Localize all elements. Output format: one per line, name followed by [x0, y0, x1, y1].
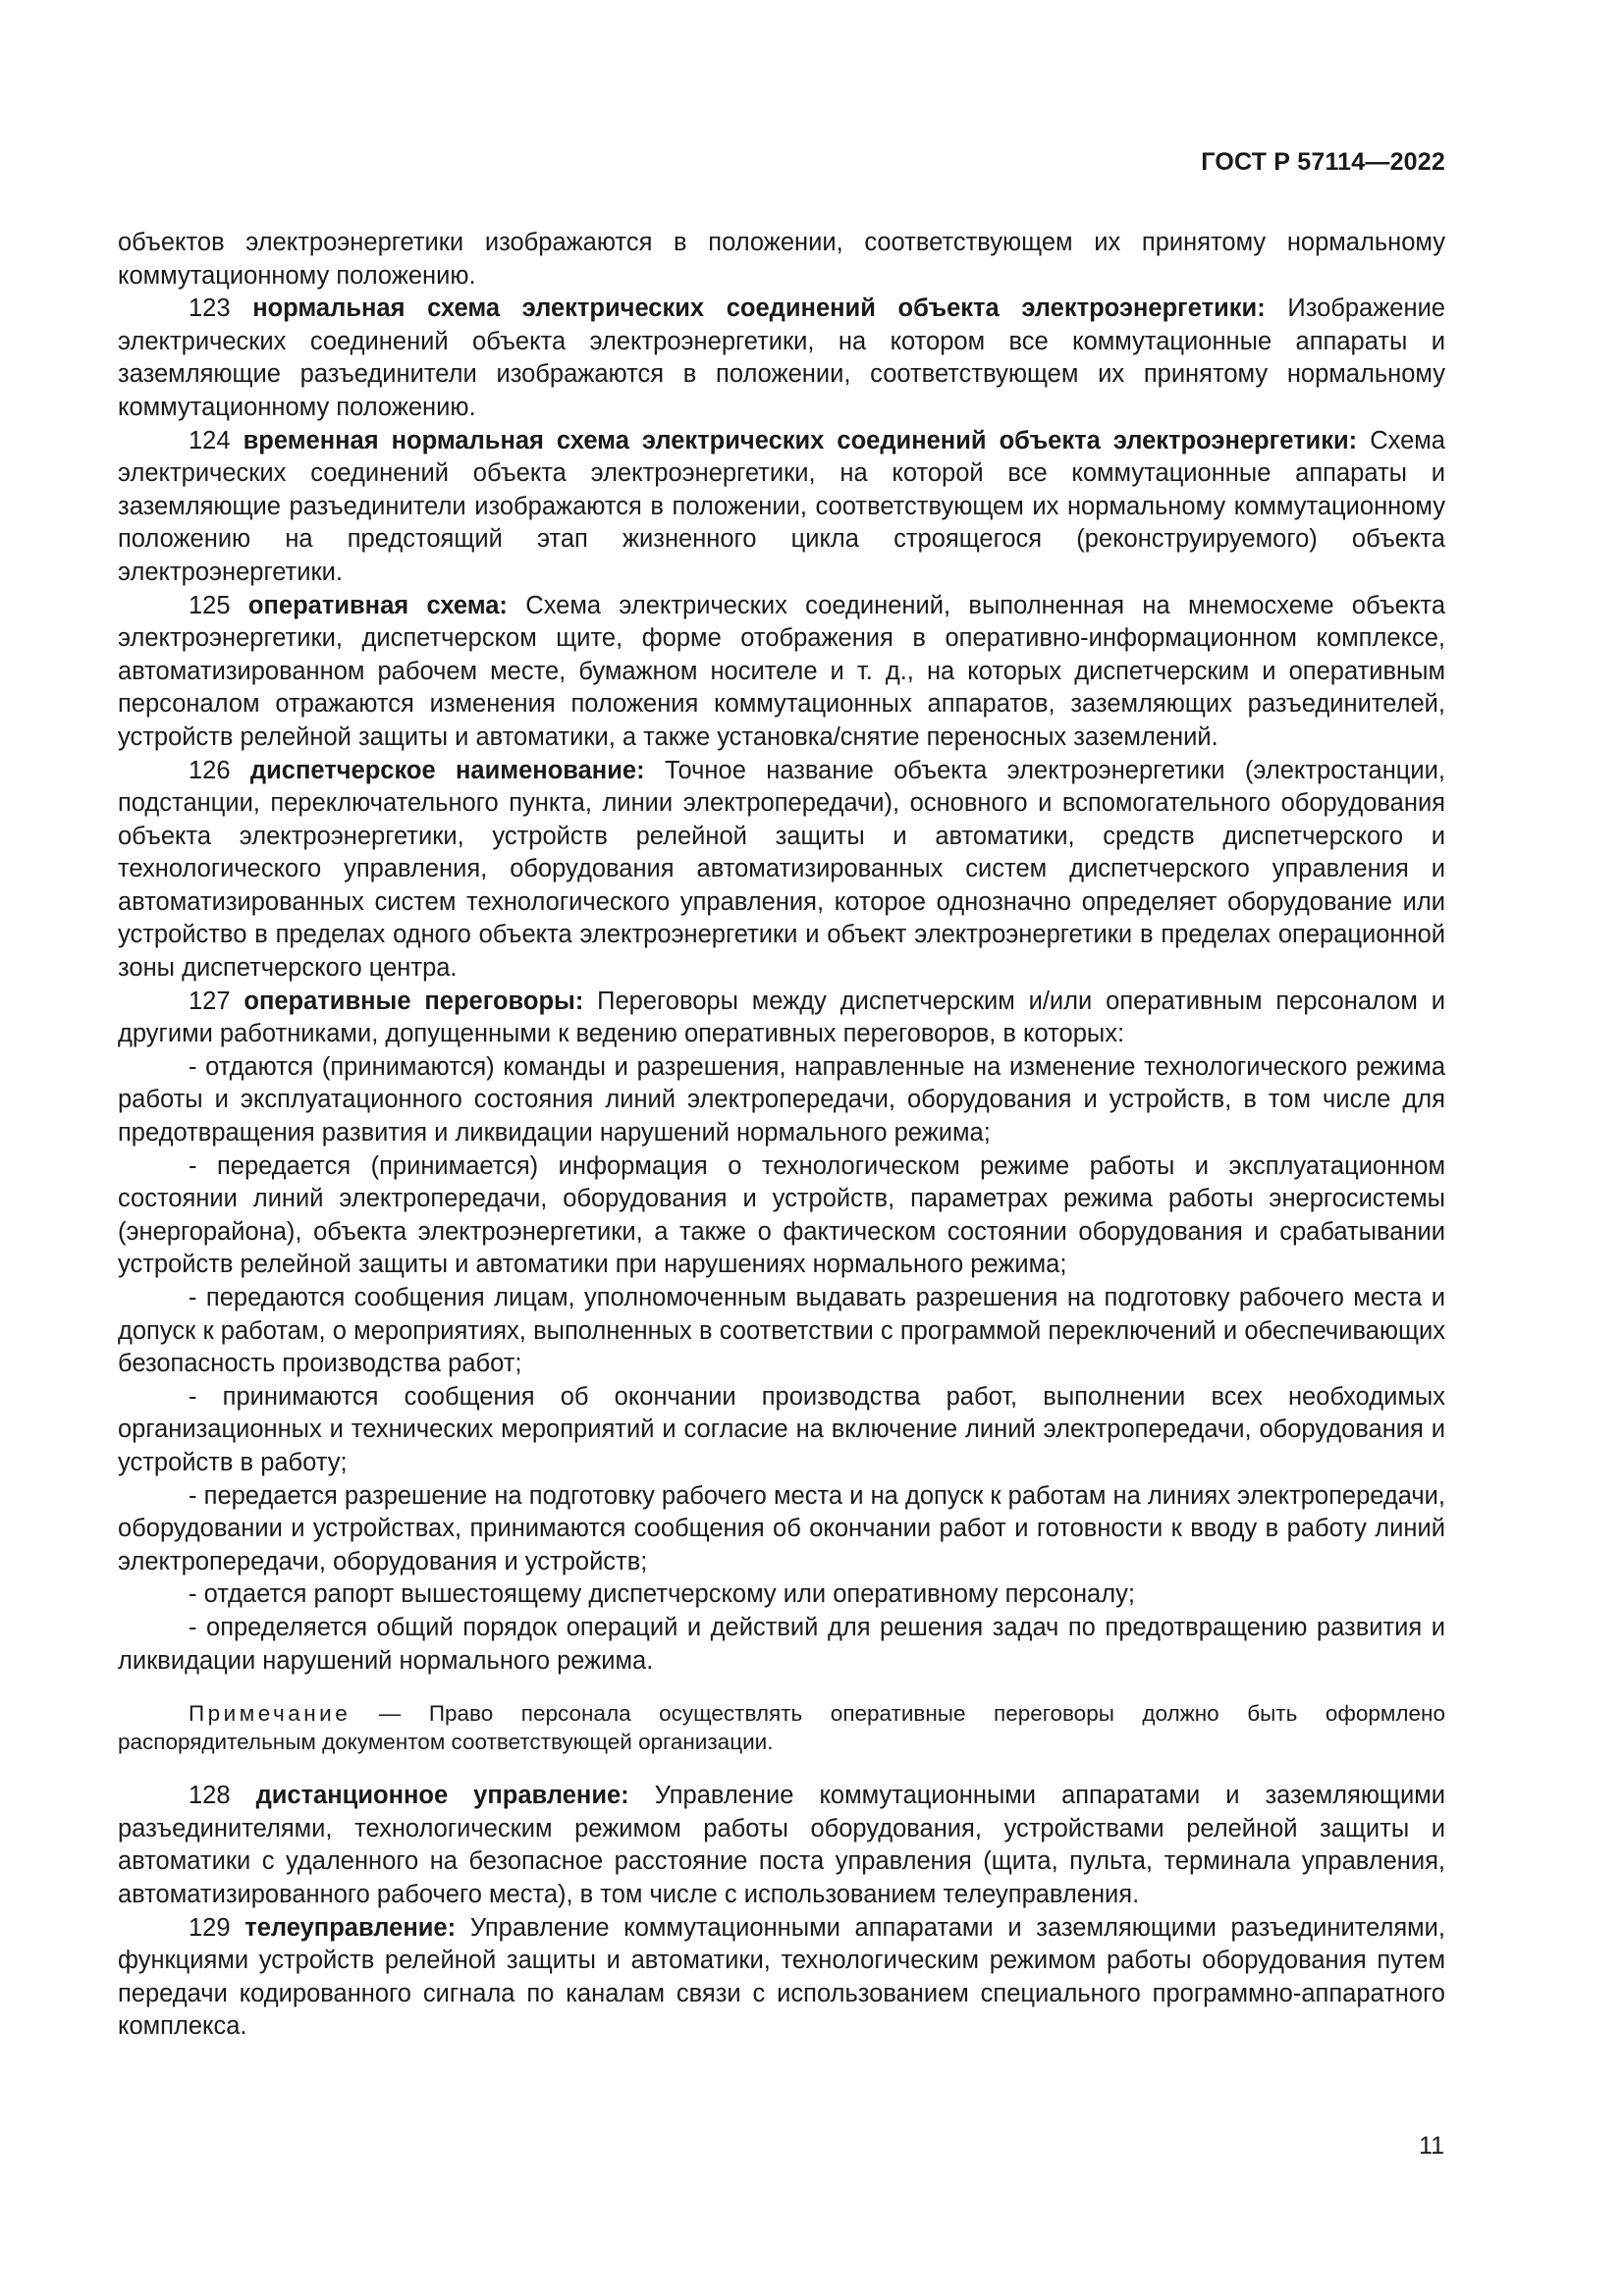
entry-127 [118, 986, 1445, 1051]
entry-term: оперативные переговоры: [244, 987, 584, 1015]
entry-126 [118, 755, 1445, 986]
entry-124 [118, 425, 1445, 590]
entry-128 [118, 1780, 1445, 1911]
note-text: — Право персонала осуществлять оперативные переговоры должно быть оформлено распорядительным документом соответствующей организации. [118, 1701, 1445, 1755]
page-number: 11 [1419, 2132, 1444, 2160]
entry-term: оперативная схема: [247, 591, 508, 619]
entry-number: 125 [189, 591, 231, 619]
document-body [118, 227, 1445, 2044]
entry-term: телеуправление: [244, 1913, 457, 1942]
entry-number: 127 [189, 987, 231, 1015]
entry-123 [118, 293, 1445, 424]
entry-definition: Схема электрических соединений объекта электроэнергетики, на которой все коммутационные аппараты и заземляющие разъединители изображаются в положении, соответствующем их нормальному коммутационному положению на предстоящий этап жизненного цикла строящегося (реконструируемого) объекта электроэнергетики. [118, 426, 1445, 586]
entry-number: 126 [189, 756, 231, 784]
entry-number: 123 [189, 294, 231, 323]
entry-term: диспетчерское наименование: [249, 756, 645, 784]
list-item: - принимаются сообщения об окончании производства работ, выполнении всех необходимых организационных и технических мероприятий и согласие на включение линий электропередачи, оборудования и устройств в работу; [118, 1382, 1445, 1476]
entry-number: 128 [189, 1782, 231, 1810]
list-item: - отдается рапорт вышестоящему диспетчерскому или оперативному персоналу; [189, 1580, 1135, 1609]
entry-definition: Точное название объекта электроэнергетики (электростанции, подстанции, переключательного пункта, линии электропередачи), основного и вспомогательного оборудования объекта электроэнергетики, устройств релейной защиты и автоматики, средств диспетчерского и технологического управления, оборудования автоматизированных систем диспетчерского управления и автоматизированных систем технологического управления, которое однозначно определяет оборудование или устройство в пределах одного объекта электроэнергетики и объект электроэнергетики в пределах операционной зоны диспетчерского центра. [118, 756, 1445, 983]
entry-definition: Управление коммутационными аппаратами и заземляющими разъединителями, функциями устройств релейной защиты и автоматики, технологическим режимом работы оборудования путем передачи кодированного сигнала по каналам связи с использованием специального программно-аппаратного комплекса. [118, 1913, 1446, 2041]
list-item: - передаются сообщения лицам, уполномоченным выдавать разрешения на подготовку рабочего места и допуск к работам, о мероприятиях, выполненных в соответствии с программой переключений и обеспечивающих безопасность производства работ; [118, 1284, 1445, 1378]
entry-number: 129 [189, 1913, 231, 1942]
entry-term: временная нормальная схема электрических соединений объекта электроэнергетики: [243, 426, 1358, 454]
entry-definition: Изображение электрических соединений объекта электроэнергетики, на котором все коммутационные аппараты и заземляющие разъединители изображаются в положении, соответствующем их принятому нормальному коммутационному положению. [118, 294, 1445, 421]
entry-definition: Управление коммутационными аппаратами и заземляющими разъединителями, технологическим режимом работы оборудования, устройствами релейной защиты и автоматики с удаленного на безопасное расстояние поста управления (щита, пульта, терминала управления, автоматизированного рабочего места), в том числе с использованием телеуправления. [118, 1782, 1445, 1908]
intro-paragraph: объектов электроэнергетики изображаются в положении, соответствующем их принятому нормальному коммутационному положению. [118, 229, 1445, 290]
note-label: Примечание [189, 1701, 352, 1727]
entry-125 [118, 590, 1445, 755]
list-item: - отдаются (принимаются) команды и разрешения, направленные на изменение технологического режима работы и эксплуатационного состояния линий электропередачи, оборудования и устройств, в том числе для предотвращения развития и ликвидации нарушений нормального режима; [118, 1052, 1445, 1148]
list-item: - передается разрешение на подготовку рабочего места и на допуск к работам на линиях электропередачи, оборудовании и устройствах, принимаются сообщения об окончании работ и готовности к вводу в работу линий электропередачи, оборудования и устройств; [118, 1481, 1445, 1575]
doc-code-header: ГОСТ Р 57114—2022 [1201, 148, 1445, 176]
entry-number: 124 [189, 426, 231, 454]
list-item: - определяется общий порядок операций и действий для решения задач по предотвращению развития и ликвидации нарушений нормального режима. [118, 1613, 1445, 1675]
entry-term: нормальная схема электрических соединений объекта электроэнергетики: [252, 294, 1266, 323]
entry-definition: Схема электрических соединений, выполненная на мнемосхеме объекта электроэнергетики, диспетчерском щите, форме отображения в оперативно-информационном комплексе, автоматизированном рабочем месте, бумажном носителе и т. д., на которых диспетчерским и оперативным персоналом отражаются изменения положения коммутационных аппаратов, заземляющих разъединителей, устройств релейной защиты и автоматики, а также установка/снятие переносных заземлений. [118, 591, 1446, 751]
entry-129 [118, 1912, 1445, 2044]
entry-term: дистанционное управление: [255, 1782, 629, 1810]
entry-definition: Переговоры между диспетчерским и/или оперативным персоналом и другими работниками, допущенными к ведению оперативных переговоров, в которых: [118, 987, 1445, 1048]
note-paragraph [118, 1699, 1445, 1756]
list-item: - передается (принимается) информация о технологическом режиме работы и эксплуатационном состоянии линий электропередачи, оборудования и устройств, параметрах режима работы энергосистемы (энергорайона), объекта электроэнергетики, а также о фактическом состоянии оборудования и срабатывании устройств релейной защиты и автоматики при нарушениях нормального режима; [118, 1151, 1445, 1279]
